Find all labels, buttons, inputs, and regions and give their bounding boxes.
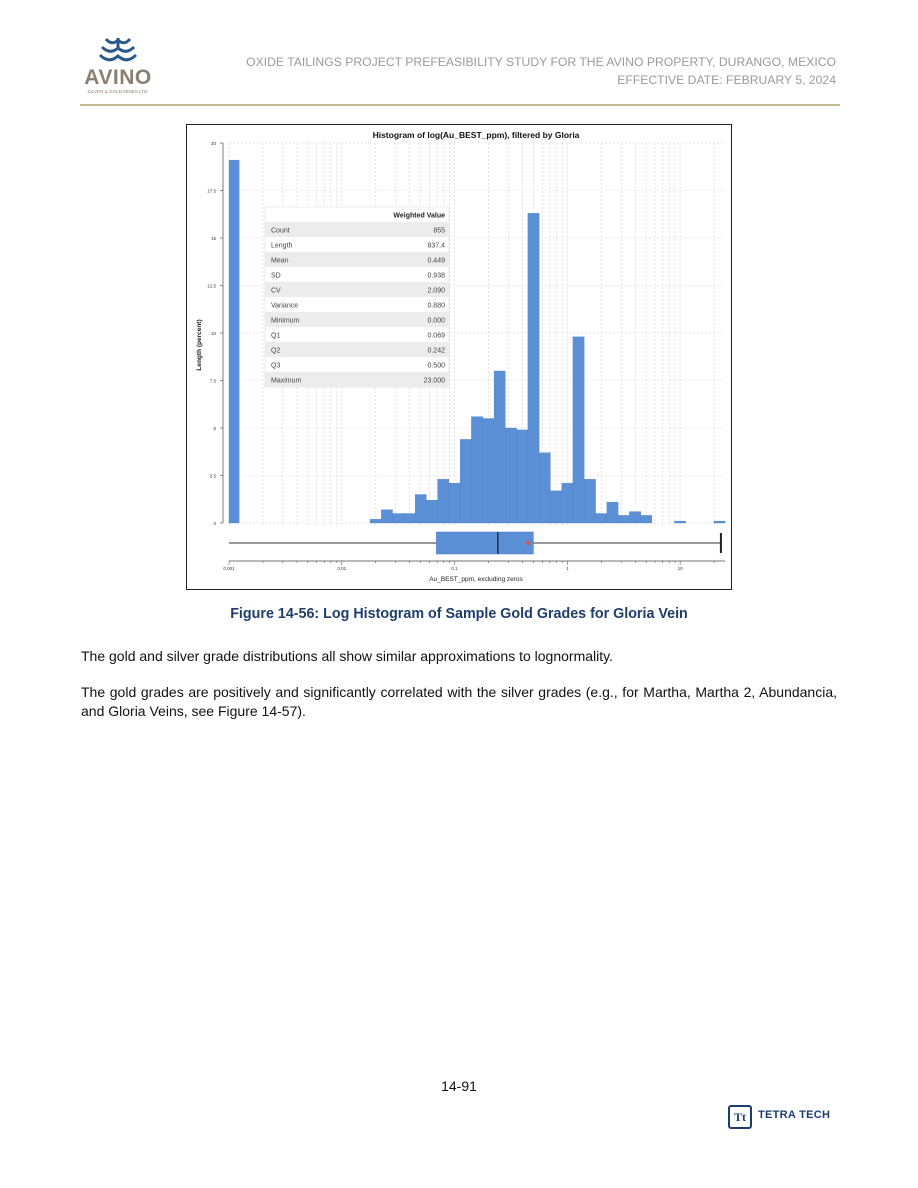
stats-row-label: Q3 [271,362,281,370]
stats-row-label: Mean [271,257,289,265]
stats-row-value: 0.938 [427,272,445,280]
histogram-bar [562,483,573,523]
histogram-bar [381,510,392,523]
tetra-tech-wordmark: TETRA TECH [758,1109,831,1121]
histogram-bar [393,514,404,524]
stats-row-value: 2.090 [427,287,445,295]
x-tick-label: 1 [566,566,569,571]
body-paragraph: The gold grades are positively and significantly correlated with the silver grades (e.g., for Martha, Martha 2, Abundancia, and Gloria Veins, see Figure 14-57). [81,684,837,719]
figure-caption: Figure 14-56: Log Histogram of Sample Gold Grades for Gloria Vein [230,606,688,622]
avino-mark-icon [82,36,154,68]
figure-frame [186,124,732,590]
boxplot-box [436,532,533,554]
stats-row-value: 0.069 [427,332,445,340]
histogram-bar [618,515,629,523]
stats-row-label: Q1 [271,332,281,340]
stats-row-label: SD [271,272,281,280]
histogram-bar [426,500,437,523]
stats-row-bg [265,282,449,297]
stats-row-value: 837.4 [427,242,445,250]
histogram-bar [370,519,381,523]
histogram-bar [505,428,516,523]
histogram-bar [573,337,584,523]
stats-row-value: 0.880 [427,302,445,310]
histogram-bar [483,419,494,524]
histogram-bar [641,515,652,523]
y-tick-label: 20 [210,140,216,146]
histogram-bar [449,483,460,523]
stats-row-bg [265,342,449,357]
body-paragraph: The gold and silver grade distributions all show similar approximations to lognormality. [81,648,613,664]
header-rule [80,104,840,106]
histogram-bar [596,514,607,524]
boxplot [229,532,721,554]
stats-table-header: Weighted Value [393,212,445,220]
boxplot-mean-marker [526,541,530,545]
histogram-bar [517,430,528,523]
stats-row-label: Q2 [271,347,281,355]
stats-row-value: 0.242 [427,347,445,355]
histogram-bar [404,514,415,524]
stats-row-label: Count [271,227,290,235]
stats-row-value: 855 [433,227,445,235]
page-number: 14-91 [441,1078,477,1094]
histogram-bar [550,491,561,523]
x-tick-label: 0.001 [223,566,235,571]
histogram-bar [471,417,482,523]
tetra-tech-mark-icon: Tt [728,1105,752,1129]
x-axis-label: Au_BEST_ppm, excluding zeros [429,576,523,583]
stats-row-value: 0.000 [427,317,445,325]
chart-title: Histogram of log(Au_BEST_ppm), filtered by Gloria [372,130,580,140]
stats-row-label: Length [271,242,293,250]
histogram-bar [629,512,640,523]
y-tick-label: 17.5 [207,188,216,194]
histogram-bar [229,160,239,523]
stats-row-value: 23.000 [423,377,445,385]
x-tick-label: 0.1 [451,566,458,571]
stats-row-label: Variance [271,302,299,310]
y-tick-label: 10 [210,330,216,336]
y-tick-label: 5 [213,425,216,431]
histogram-bar [539,453,550,523]
histogram-bar [674,521,685,523]
stats-row-value: 0.449 [427,257,445,265]
x-tick-label: 0.01 [337,566,347,571]
histogram-bar [438,479,449,523]
header-title: OXIDE TAILINGS PROJECT PREFEASIBILITY STUDY FOR THE AVINO PROPERTY, DURANGO, MEXICO [246,55,836,69]
histogram-bar [415,495,426,524]
avino-logo [82,36,162,98]
histogram-bar [607,502,618,523]
histogram-bar [528,213,539,523]
y-tick-label: 7.5 [209,378,216,384]
stats-row-value: 0.500 [427,362,445,370]
stats-row-label: Maximum [271,377,302,385]
histogram-bar [714,521,725,523]
histogram-chart [187,125,731,589]
histogram-bar [584,479,595,523]
stats-row-bg [265,252,449,267]
logo-subtitle: SILVER & GOLD MINES LTD. [87,89,149,94]
x-tick-label: 10 [677,566,683,571]
stats-row-label: Minimum [271,317,300,325]
histogram-bar [460,439,471,523]
header-date: EFFECTIVE DATE: FEBRUARY 5, 2024 [617,73,836,87]
y-tick-label: 15 [210,235,216,241]
y-tick-label: 2.5 [209,473,216,479]
logo-wordmark: AVINO [84,66,152,89]
histogram-bar [494,371,505,523]
running-header [246,53,836,89]
y-tick-label: 12.5 [207,283,216,289]
stats-table [265,207,449,387]
stats-row-bg [265,222,449,237]
y-tick-label: 0 [213,520,216,526]
stats-row-label: CV [271,287,281,295]
y-axis-label: Length (percent) [196,319,203,371]
tetra-tech-logo [728,1105,838,1131]
